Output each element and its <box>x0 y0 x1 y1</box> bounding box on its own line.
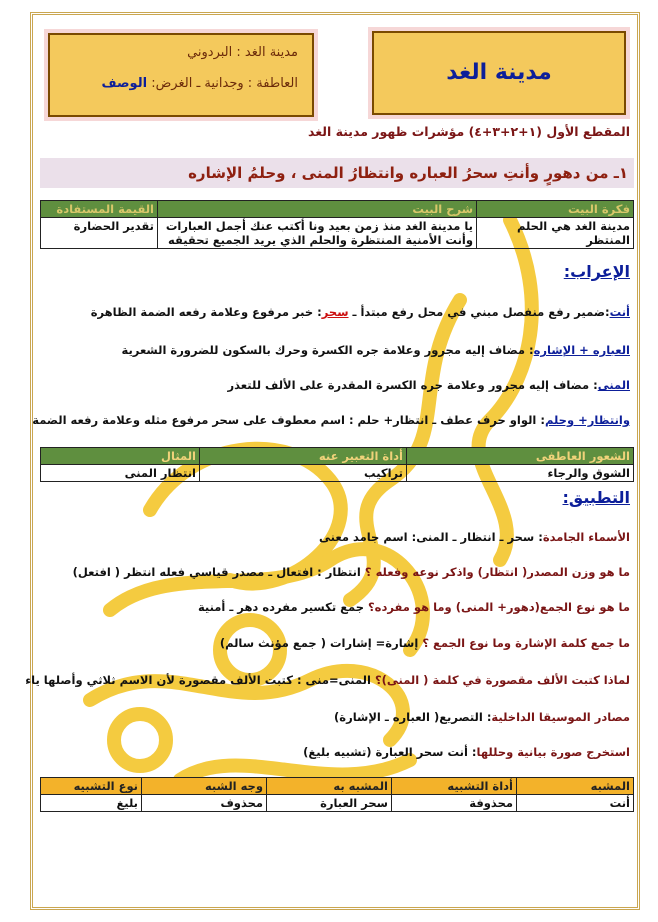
verse-bar <box>40 158 634 188</box>
verse-analysis-table <box>40 200 634 249</box>
irab-line-4: وانتظار+ وحلم: الواو حرف عطف ـ انتظار+ حلم : اسم معطوف على سحر مرفوع مثله وعلامة رفعه الضمة <box>32 413 630 427</box>
table-cell: يا مدينة الغد منذ زمن بعيد ونا أكتب عنك أجمل العبارات وأنت الأمنية المنتظرة والحلم الذي يريد الجميع تحقيقه <box>158 218 477 249</box>
table-header-row <box>41 201 634 218</box>
header-cell: المشبه به <box>267 778 392 795</box>
table-cell: أنت <box>517 795 634 812</box>
emotion-table <box>40 447 634 482</box>
table-header-row <box>41 778 634 795</box>
table-cell: مدينة الغد هي الحلم المنتظر <box>477 218 634 249</box>
table-cell: تراكيب <box>200 465 407 482</box>
simile-table <box>40 777 634 812</box>
table-cell: انتظار المنى <box>41 465 200 482</box>
apply-line-7: استخرج صورة بيانية وحللها: أنت سحر العبارة (تشبيه بليغ) <box>303 745 630 759</box>
header-cell: القيمة المستفادة <box>41 201 158 218</box>
table-row <box>41 218 634 249</box>
table-cell: الشوق والرجاء <box>407 465 634 482</box>
apply-heading: التطبيق: <box>562 488 630 507</box>
header-cell: فكرة البيت <box>477 201 634 218</box>
header-cell: الشعور العاطفى <box>407 448 634 465</box>
poem-emotion-purpose: العاطفة : وجدانية ـ الغرض: الوصف <box>101 76 298 91</box>
table-cell: بليغ <box>41 795 142 812</box>
apply-line-1: الأسماء الجامدة: سحر ـ انتظار ـ المنى: اسم جامد معنى <box>319 530 630 544</box>
irab-heading: الإعراب: <box>563 262 630 281</box>
header-cell: المشبه <box>517 778 634 795</box>
apply-line-4: ما جمع كلمة الإشارة وما نوع الجمع ؟ إشارة= إشارات ( جمع مؤنث سالم) <box>219 636 630 650</box>
apply-line-6: مصادر الموسيقا الداخلية: التصريع( العباره ـ الإشارة) <box>334 710 630 724</box>
apply-line-2: ما هو وزن المصدر( انتظار) واذكر نوعه وفعله ؟ انتظار : افتعال ـ مصدر قياسي فعله انتظر ( افتعل) <box>72 565 630 579</box>
verse-text: ١ـ من دهورٍ وأنتِ سحرُ العباره وانتظارُ المنى ، وحلمُ الإشاره <box>188 164 628 182</box>
irab-line-3: المنى: مضاف إليه مجرور وعلامة جره الكسرة المقدرة على الألف للتعذر <box>227 378 630 392</box>
title-box <box>372 31 626 115</box>
header-cell: شرح البيت <box>158 201 477 218</box>
table-row <box>41 465 634 482</box>
header-cell: أداة التعبير عنه <box>200 448 407 465</box>
table-cell: محذوفة <box>392 795 517 812</box>
page-title: مدينة الغد <box>446 60 552 85</box>
table-header-row <box>41 448 634 465</box>
header-cell: وجه الشبه <box>142 778 267 795</box>
poem-author: مدينة الغد : البردوني <box>187 45 298 60</box>
header-cell: المثال <box>41 448 200 465</box>
apply-line-3: ما هو نوع الجمع(دهور+ المنى) وما هو مفرده؟ جمع تكسير مفرده دهر ـ أمنية <box>197 600 630 614</box>
table-row <box>41 795 634 812</box>
header-cell: نوع التشبيه <box>41 778 142 795</box>
section-title: المقطع الأول (١+٢+٣+٤) مؤشرات ظهور مدينة الغد <box>308 124 630 139</box>
table-cell: محذوف <box>142 795 267 812</box>
apply-line-5: لماذا كتبت الألف مقصورة في كلمة ( المنى)؟ المنى=منى : كتبت الألف مقصورة لأن الاسم ثلاثي وأصلها ياء <box>25 673 630 687</box>
poem-info-box <box>48 33 314 117</box>
table-cell: سحر العبارة <box>267 795 392 812</box>
table-cell: تقدير الحضارة <box>41 218 158 249</box>
irab-line-1: أنت:ضمير رفع منفصل مبني في محل رفع مبتدأ ـ سحر: خبر مرفوع وعلامة رفعه الضمة الظاهرة <box>90 305 630 319</box>
irab-line-2: العباره + الإشاره: مضاف إليه مجرور وعلامة جره الكسرة وحرك بالسكون للضرورة الشعرية <box>121 343 630 357</box>
header-cell: أداة التشبيه <box>392 778 517 795</box>
